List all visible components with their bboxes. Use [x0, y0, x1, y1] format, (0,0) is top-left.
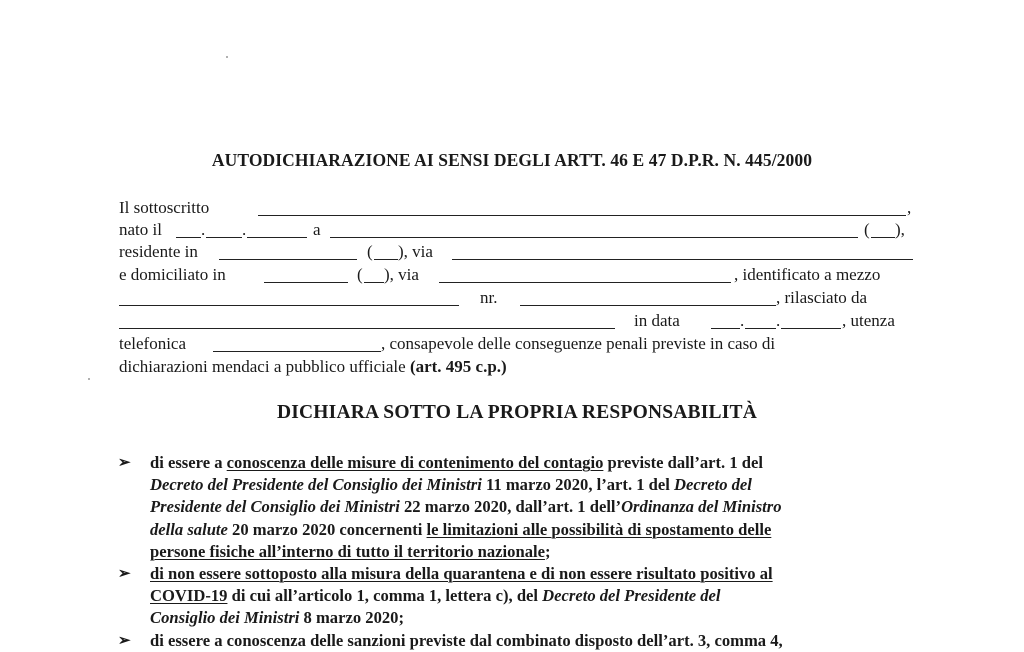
birth-month-field[interactable] — [206, 237, 242, 238]
item-line: persone fisiche all’interno di tutto il territorio nazionale; — [150, 541, 551, 561]
paren-close: ), — [895, 220, 905, 239]
list-item — [118, 563, 918, 630]
issuer-field[interactable] — [119, 328, 615, 329]
arrow-bullet-icon: ➢ — [118, 632, 131, 649]
item-line: di essere a conoscenza delle misure di contenimento del contagio previste dall’art. 1 del — [150, 453, 764, 472]
date-separator: . — [740, 311, 745, 330]
via-label: ), via — [384, 265, 419, 284]
paren-open: ( — [864, 220, 870, 239]
item-text — [118, 563, 918, 630]
item-line: COVID-19 di cui all’articolo 1, comma 1, lettera c), del Decreto del Presidente del — [150, 586, 721, 606]
domicile-province-field[interactable] — [364, 282, 384, 283]
issue-day-field[interactable] — [711, 328, 740, 329]
item-text — [118, 630, 918, 652]
birth-day-field[interactable] — [176, 237, 201, 238]
rilasciato-label: , rilasciato da — [776, 288, 868, 307]
scan-speck — [226, 56, 228, 58]
item-line: della salute 20 marzo 2020 concernenti le limitazioni alle possibilità di spostamento delle — [150, 519, 772, 539]
issue-month-field[interactable] — [745, 328, 776, 329]
telefonica-label: telefonica — [119, 334, 187, 353]
issue-year-field[interactable] — [781, 328, 841, 329]
document-number-field[interactable] — [520, 305, 776, 306]
date-separator: . — [242, 220, 247, 239]
list-item — [118, 452, 918, 563]
domicile-street-field[interactable] — [439, 282, 731, 283]
date-separator: . — [201, 220, 206, 239]
residence-street-field[interactable] — [452, 259, 913, 260]
in-data-label: in data — [634, 311, 680, 330]
nr-label: nr. — [480, 288, 498, 307]
identificato-label: , identificato a mezzo — [734, 265, 881, 284]
birth-year-field[interactable] — [247, 237, 307, 238]
dichiarazioni-line — [119, 356, 507, 378]
birthplace-field[interactable] — [330, 237, 858, 238]
declaration-list — [118, 452, 918, 652]
via-label: ), via — [398, 242, 433, 261]
arrow-bullet-icon: ➢ — [118, 455, 131, 471]
paren-open: ( — [357, 265, 363, 284]
utenza-label: , utenza — [842, 311, 895, 330]
domicile-city-field[interactable] — [264, 282, 348, 283]
birth-province-field[interactable] — [871, 237, 895, 238]
item-text — [118, 452, 918, 563]
arrow-bullet-icon: ➢ — [118, 566, 131, 583]
sottoscritto-label: Il sottoscritto — [119, 198, 210, 217]
item-line: di essere a conoscenza delle sanzioni previste dal combinato disposto dell’art. 3, comma 4, — [150, 630, 783, 650]
item-line: Consiglio dei Ministri 8 marzo 2020; — [150, 608, 404, 628]
domiciliato-label: e domiciliato in — [119, 265, 226, 284]
item-line: Decreto del Presidente del Consiglio dei Ministri 11 marzo 2020, l’art. 1 del Decreto del — [150, 475, 752, 495]
comma: , — [907, 198, 912, 217]
a-label: a — [313, 220, 321, 239]
list-item — [118, 630, 918, 652]
art-reference: (art. 495 c.p.) — [409, 357, 507, 376]
name-field[interactable] — [258, 215, 906, 216]
item-line: Presidente del Consiglio dei Ministri 22 marzo 2020, dall’art. 1 dell’Ordinanza del Ministro — [150, 497, 782, 517]
residence-city-field[interactable] — [219, 259, 357, 260]
phone-field[interactable] — [213, 351, 381, 352]
document-title: AUTODICHIARAZIONE AI SENSI DEGLI ARTT. 46 E 47 D.P.R. N. 445/2000 — [211, 150, 813, 170]
document-type-field[interactable] — [119, 305, 459, 306]
date-separator: . — [776, 311, 781, 330]
dichiarazioni-text: dichiarazioni mendaci a pubblico ufficiale — [119, 357, 406, 376]
scan-speck — [88, 378, 90, 380]
item-line: di non essere sottoposto alla misura della quarantena e di non essere risultato positivo al — [150, 564, 773, 584]
section-heading: DICHIARA SOTTO LA PROPRIA RESPONSABILITÀ — [276, 402, 758, 423]
nato-label: nato il — [119, 220, 162, 239]
paren-open: ( — [367, 242, 373, 261]
residente-label: residente in — [119, 242, 198, 261]
residence-province-field[interactable] — [374, 259, 398, 260]
consapevole-text: , consapevole delle conseguenze penali previste in caso di — [381, 334, 776, 353]
